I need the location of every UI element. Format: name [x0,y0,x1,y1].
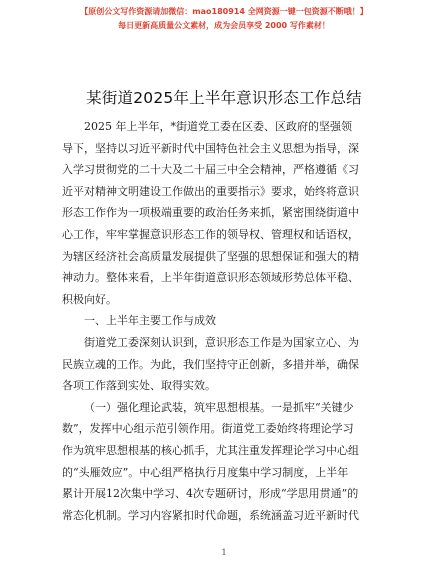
body-line: 积极向好。 [62,292,117,306]
body-line: 街道党工委深刻认识到，意识形态工作是为国家立心、为 [84,335,359,349]
banner-line-2: 每日更新高质量公文素材，成为会员享受 2000 写作素材！ [118,21,330,30]
section-heading: 一、上半年主要工作与成效 [84,314,216,328]
body-line: 心工作，牢牢掌握意识形态工作的领导权、管理权和话语权， [62,227,359,241]
body-line: 为辖区经济社会高质量发展提供了坚强的思想保证和强大的精 [62,249,359,263]
banner-line-1: 【原创公文写作资源请加微信：mao180914 全网资源一键一包资源不断哦！】 [80,7,368,16]
subsection-line: （一）强化理论武装，筑牢思想根基。一是抓牢“关键少 [84,400,354,414]
page-number: 1 [221,548,227,557]
body-line: 的“头雁效应”。中心组严格执行月度集中学习制度，上半年 [62,465,349,479]
body-line: 累计开展12次集中学习、4次专题研讨，形成“学思用贯通”的 [62,487,359,501]
body-line: 数”，发挥中心组示范引领作用。街道党工委始终将理论学习 [62,422,354,436]
header-banner [0,6,448,32]
body-line: 近平对精神文明建设工作做出的重要指示》要求，始终将意识 [62,184,359,198]
body-line: 民族立魂的工作。为此，我们坚持守正创新，多措并举，确保 [62,357,359,371]
body-line: 2025 年上半年，*街道党工委在区委、区政府的坚强领 [84,120,352,133]
body-line: 入学习贯彻党的二十大及二十届三中全会精神，严格遵循《习 [62,163,359,177]
body-line: 导下，坚持以习近平新时代中国特色社会主义思想为指导，深 [62,141,359,155]
body-line: 常态化机制。学习内容紧扣时代命题，系统涵盖习近平新时代 [62,508,359,522]
body-line: 各项工作落到实处、取得实效。 [62,379,216,393]
document-title: 某街道2025年上半年意识形态工作总结 [86,89,362,107]
body-line: 神动力。整体来看，上半年街道意识形态领域形势总体平稳、 [62,271,359,285]
document-body [62,116,386,526]
body-line: 形态工作作为一项极端重要的政治任务来抓，紧密围绕街道中 [62,206,359,220]
body-line: 作为筑牢思想根基的核心抓手，尤其注重发挥理论学习中心组 [62,443,359,457]
